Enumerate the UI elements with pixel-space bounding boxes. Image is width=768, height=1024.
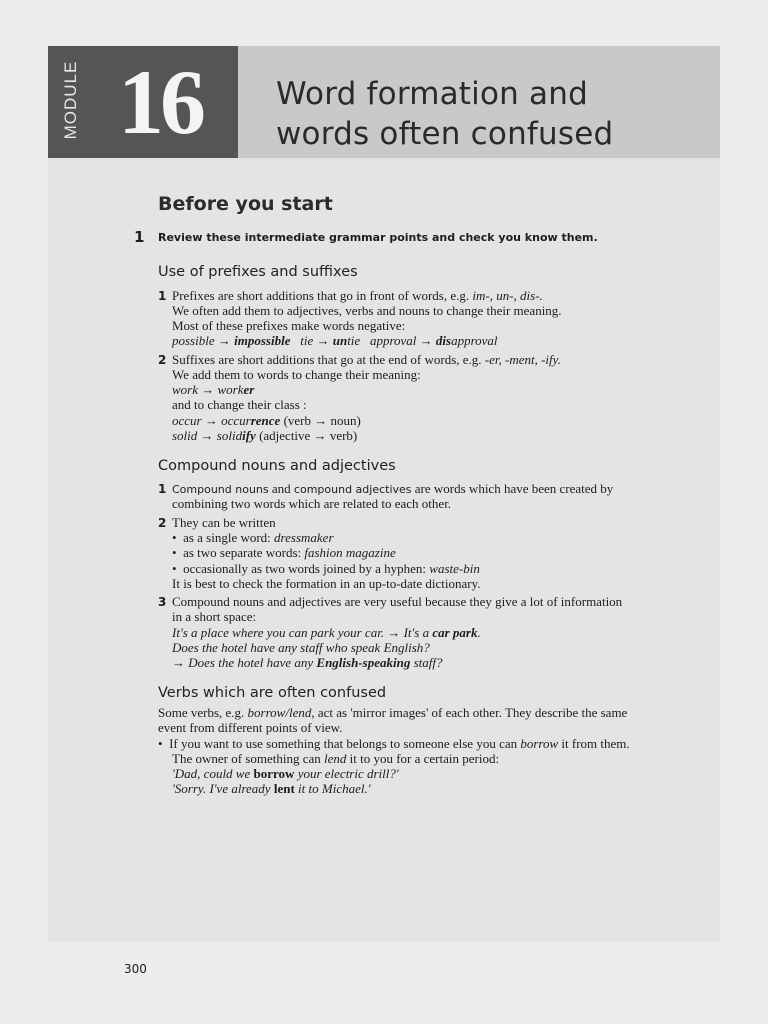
example: -er, -ment, -ify. [484,352,561,367]
example-bold: dis [435,333,452,348]
text: as two separate words: [183,545,305,560]
example: borrow/lend [247,705,312,720]
example: occur [221,413,251,428]
bullet-item [172,530,334,545]
example-bold: car park [432,625,478,640]
text: , act as 'mirror images' of each other. They describe the same [311,705,628,720]
example: tie [347,333,361,348]
text: (adjective [255,428,314,443]
bullet-item [172,545,396,560]
text-line: We add them to words to change their meaning: [172,367,421,382]
bullet: • [172,530,177,545]
example: staff? [410,655,443,670]
arrow: → [204,413,218,428]
example: lend [323,751,347,766]
example-line [172,333,498,348]
text-line: combining two words which are related to each other. [172,496,452,511]
arrow: → [313,428,327,443]
text: Prefixes are short additions that go in front of words, e.g. [172,288,473,303]
text: occasionally as two words joined by a hyphen: [183,561,430,576]
text: (verb [280,413,315,428]
bullet-item [172,561,480,576]
page-number: 300 [124,962,147,976]
instruction-text: Review these intermediate grammar points and check you know them. [158,231,598,244]
text-line: We often add them to adjectives, verbs and nouns to change their meaning. [172,303,562,318]
section-heading-prefixes-suffixes: Use of prefixes and suffixes [158,264,358,280]
example: possible [172,333,215,348]
item-number: 1 [158,482,167,496]
term: Compound nouns [172,483,269,496]
arrow: → [200,428,214,443]
text-line [172,481,613,497]
example: . [477,625,481,640]
item-number: 2 [158,516,167,530]
text: The owner of something can [172,751,324,766]
module-number: 16 [118,51,202,153]
text-line: Compound nouns and adjectives are very useful because they give a lot of information [172,594,623,609]
before-you-start-heading: Before you start [158,193,333,215]
term: compound adjectives [293,483,412,496]
section-heading-compound: Compound nouns and adjectives [158,458,396,474]
example-bold: un [332,333,348,348]
module-label: MODULE [61,60,80,140]
example: work [217,382,244,397]
arrow: → [314,413,328,428]
text: verb) [326,428,358,443]
example: 'Dad, could we [172,766,254,781]
example: waste-bin [429,561,480,576]
example-bold: impossible [234,333,291,348]
example-bold: borrow [253,766,295,781]
text-line [172,288,543,303]
text-line [158,705,627,720]
example: solid [216,428,243,443]
example-line [172,625,481,640]
text-line: They can be written [172,515,276,530]
text-line: event from different points of view. [158,720,343,735]
example-bold: English-speaking [316,655,411,670]
text: it from them. [558,736,630,751]
text-line [172,751,499,766]
text: Suffixes are short additions that go at the end of words, e.g. [172,352,485,367]
example: im-, un-, dis-. [472,288,543,303]
bullet: • [158,736,163,751]
example-line [172,655,442,670]
text: and [268,481,294,496]
title-line-1: Word formation and [276,76,588,112]
item-number: 2 [158,353,167,367]
text-line: It is best to check the formation in an up-to-date dictionary. [172,576,481,591]
text: If you want to use something that belongs to someone else you can [169,736,521,751]
text: Some verbs, e.g. [158,705,248,720]
example: dressmaker [274,530,334,545]
title-line-2: words often confused [276,116,614,152]
example-line [172,781,371,796]
text: noun) [327,413,361,428]
example-line [172,413,361,428]
text: as a single word: [183,530,275,545]
module-title [276,74,613,154]
example: occur [172,413,202,428]
text-line: Most of these prefixes make words negative: [172,318,406,333]
example: borrow [520,736,559,751]
arrow: → [419,333,433,348]
example-line [172,428,357,443]
example: Does the hotel have any [185,655,317,670]
section-heading-verbs: Verbs which are often confused [158,685,387,701]
bullet: • [172,545,177,560]
bullet-item [158,736,630,751]
item-number: 3 [158,595,167,609]
arrow: → [172,655,185,670]
example: approval [451,333,498,348]
example-bold: ify [242,428,256,443]
example-line [172,382,254,397]
example: It's a place where you can park your car. [172,625,388,640]
module-number-panel [48,46,238,158]
arrow: → [201,382,215,397]
example: it to Michael.' [294,781,371,796]
instruction-number: 1 [134,228,145,246]
example: It's a [400,625,433,640]
bullet: • [172,561,177,576]
item-number: 1 [158,289,167,303]
text-line [172,352,561,367]
example-line [172,766,399,781]
example-bold: er [243,382,255,397]
example-bold: lent [273,781,295,796]
arrow: → [316,333,330,348]
example: tie [300,333,314,348]
text-line: and to change their class : [172,397,307,412]
example: your electric drill?' [294,766,399,781]
example-bold: rence [250,413,281,428]
text-line: in a short space: [172,609,257,624]
example: Does the hotel have any staff who speak English? [172,640,430,655]
example: fashion magazine [304,545,396,560]
example: approval [369,333,417,348]
text: are words which have been created by [411,481,614,496]
example: 'Sorry. I've already [172,781,274,796]
example: solid [172,428,198,443]
module-header [48,46,720,158]
example: work [172,382,198,397]
text: it to you for a certain period: [346,751,500,766]
example-line [172,640,430,655]
arrow: → [217,333,231,348]
arrow: → [387,625,401,640]
